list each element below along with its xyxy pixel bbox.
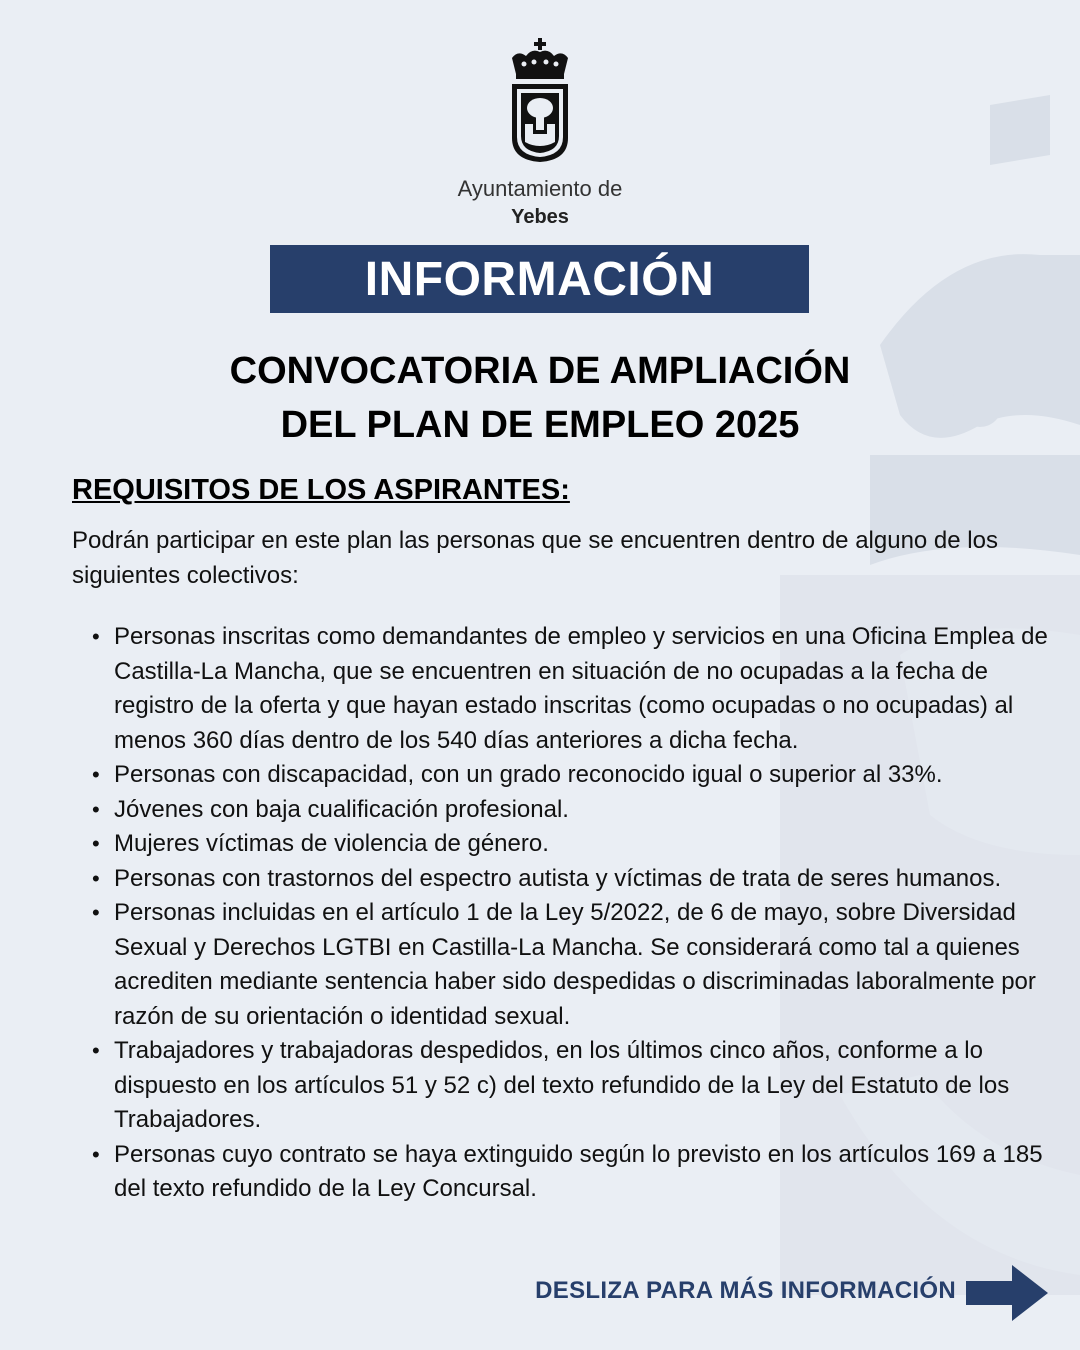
page-title-line1: CONVOCATORIA DE AMPLIACIÓN bbox=[229, 350, 851, 392]
organization-name-line2: Yebes bbox=[511, 206, 569, 228]
arrow-right-icon[interactable] bbox=[966, 1265, 1048, 1321]
list-item: • Mujeres víctimas de violencia de género. bbox=[72, 827, 1072, 862]
list-item: • Personas inscritas como demandantes de empleo y servicios en una Oficina Emplea de Castilla-La Mancha, que se encuentren en situación de no ocupadas a la fecha de registro de la oferta y que hayan estado inscritas (como ocupadas o no ocupadas) al menos 360 días dentro de los 540 días anteriores a dicha fecha. bbox=[72, 620, 1072, 758]
requirements-intro: Podrán participar en este plan las personas que se encuentren dentro de alguno de los siguientes colectivos: bbox=[72, 527, 998, 589]
organization-name-line1: Ayuntamiento de bbox=[457, 176, 623, 201]
list-item: • Personas con discapacidad, con un grado reconocido igual o superior al 33%. bbox=[72, 758, 1072, 793]
requirements-heading: REQUISITOS DE LOS ASPIRANTES: bbox=[72, 474, 570, 506]
list-item: • Personas cuyo contrato se haya extinguido según lo previsto en los artículos 169 a 185 del texto refundido de la Ley Concursal. bbox=[72, 1138, 1072, 1207]
list-item: • Jóvenes con baja cualificación profesional. bbox=[72, 793, 1072, 828]
page-title bbox=[0, 344, 1080, 452]
list-item: • Personas con trastornos del espectro autista y víctimas de trata de seres humanos. bbox=[72, 862, 1072, 897]
information-banner: INFORMACIÓN bbox=[270, 245, 809, 313]
list-item: • Personas incluidas en el artículo 1 de la Ley 5/2022, de 6 de mayo, sobre Diversidad Sexual y Derechos LGTBI en Castilla-La Mancha. Se considerará como tal a quienes acrediten mediante sentencia haber sido despedidas o discriminadas laboralmente por razón de su orientación o identidad sexual. bbox=[72, 896, 1072, 1034]
page-title-line2: DEL PLAN DE EMPLEO 2025 bbox=[280, 404, 800, 446]
requirements-list bbox=[72, 620, 1072, 1207]
swipe-for-more-label: DESLIZA PARA MÁS INFORMACIÓN bbox=[535, 1277, 956, 1304]
coat-of-arms-logo-icon bbox=[508, 38, 572, 164]
list-item: • Trabajadores y trabajadoras despedidos, en los últimos cinco años, conforme a lo dispuesto en los artículos 51 y 52 c) del texto refundido de la Ley del Estatuto de los Trabajadores. bbox=[72, 1034, 1072, 1138]
